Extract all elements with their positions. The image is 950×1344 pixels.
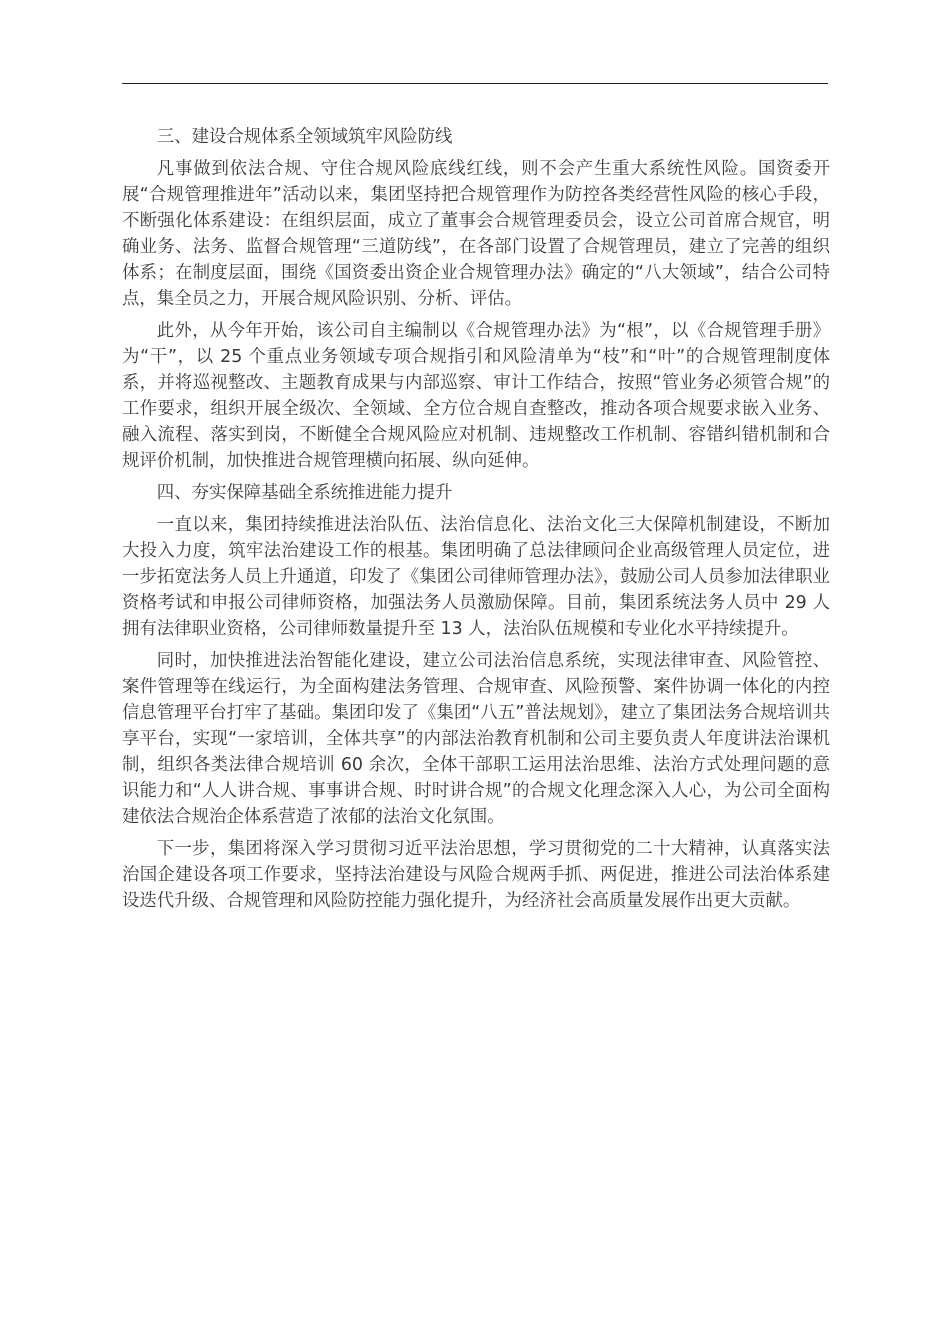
paragraph-next-steps: 下一步，集团将深入学习贯彻习近平法治思想，学习贯彻党的二十大精神，认真落实法治国企建设各项工作要求，坚持法治建设与风险合规两手抓、两促进，推进公司法治体系建设迭代升级、合规管理和风险防控能力强化提升，为经济社会高质量发展作出更大贡献。	[122, 839, 830, 911]
paragraph-compliance-framework: 此外，从今年开始，该公司自主编制以《合规管理办法》为“根”，以《合规管理手册》为“干”，以 25 个重点业务领域专项合规指引和风险清单为“枝”和“叶”的合规管理制度体系，并将巡视整改、主题教育成果与内部巡察、审计工作结合，按照“管业务必须管合规”的工作要求，组织开展全级次、全领域、全方位合规自查整改，推动各项合规要求嵌入业务、融入流程、落实到岗，不断健全合规风险应对机制、违规整改工作机制、容错纠错机制和合规评价机制，加快推进合规管理横向拓展、纵向延伸。	[122, 321, 830, 471]
paragraph-legal-informatization: 同时，加快推进法治智能化建设，建立公司法治信息系统，实现法律审查、风险管控、案件管理等在线运行，为全面构建法务管理、合规审查、风险预警、案件协调一体化的内控信息管理平台打牢了基础。集团印发了《集团“八五”普法规划》，建立了集团法务合规培训共享平台，实现“一家培训，全体共享”的内部法治教育机制和公司主要负责人年度讲法治课机制，组织各类法律合规培训 60 余次，全体干部职工运用法治思维、法治方式处理问题的意识能力和“人人讲合规、事事讲合规、时时讲合规”的合规文化理念深入人心，为公司全面构建依法合规治企体系营造了浓郁的法治文化氛围。	[122, 651, 830, 827]
section-heading-four: 四、夯实保障基础全系统推进能力提升	[156, 483, 453, 503]
document-body	[122, 124, 830, 920]
paragraph-compliance-system: 凡事做到依法合规、守住合规风险底线红线，则不会产生重大系统性风险。国资委开展“合规管理推进年”活动以来，集团坚持把合规管理作为防控各类经营性风险的核心手段，不断强化体系建设：在组织层面，成立了董事会合规管理委员会，设立公司首席合规官，明确业务、法务、监督合规管理“三道防线”，在各部门设置了合规管理员，建立了完善的组织体系；在制度层面，围绕《国资委出资企业合规管理办法》确定的“八大领域”，结合公司特点，集全员之力，开展合规风险识别、分析、评估。	[122, 159, 830, 309]
paragraph-legal-team: 一直以来，集团持续推进法治队伍、法治信息化、法治文化三大保障机制建设，不断加大投入力度，筑牢法治建设工作的根基。集团明确了总法律顾问企业高级管理人员定位，进一步拓宽法务人员上升通道，印发了《集团公司律师管理办法》，鼓励公司人员参加法律职业资格考试和申报公司律师资格，加强法务人员激励保障。目前，集团系统法务人员中 29 人拥有法律职业资格，公司律师数量提升至 13 人，法治队伍规模和专业化水平持续提升。	[122, 515, 830, 639]
section-heading-three: 三、建设合规体系全领域筑牢风险防线	[156, 127, 453, 147]
header-rule	[122, 83, 828, 84]
